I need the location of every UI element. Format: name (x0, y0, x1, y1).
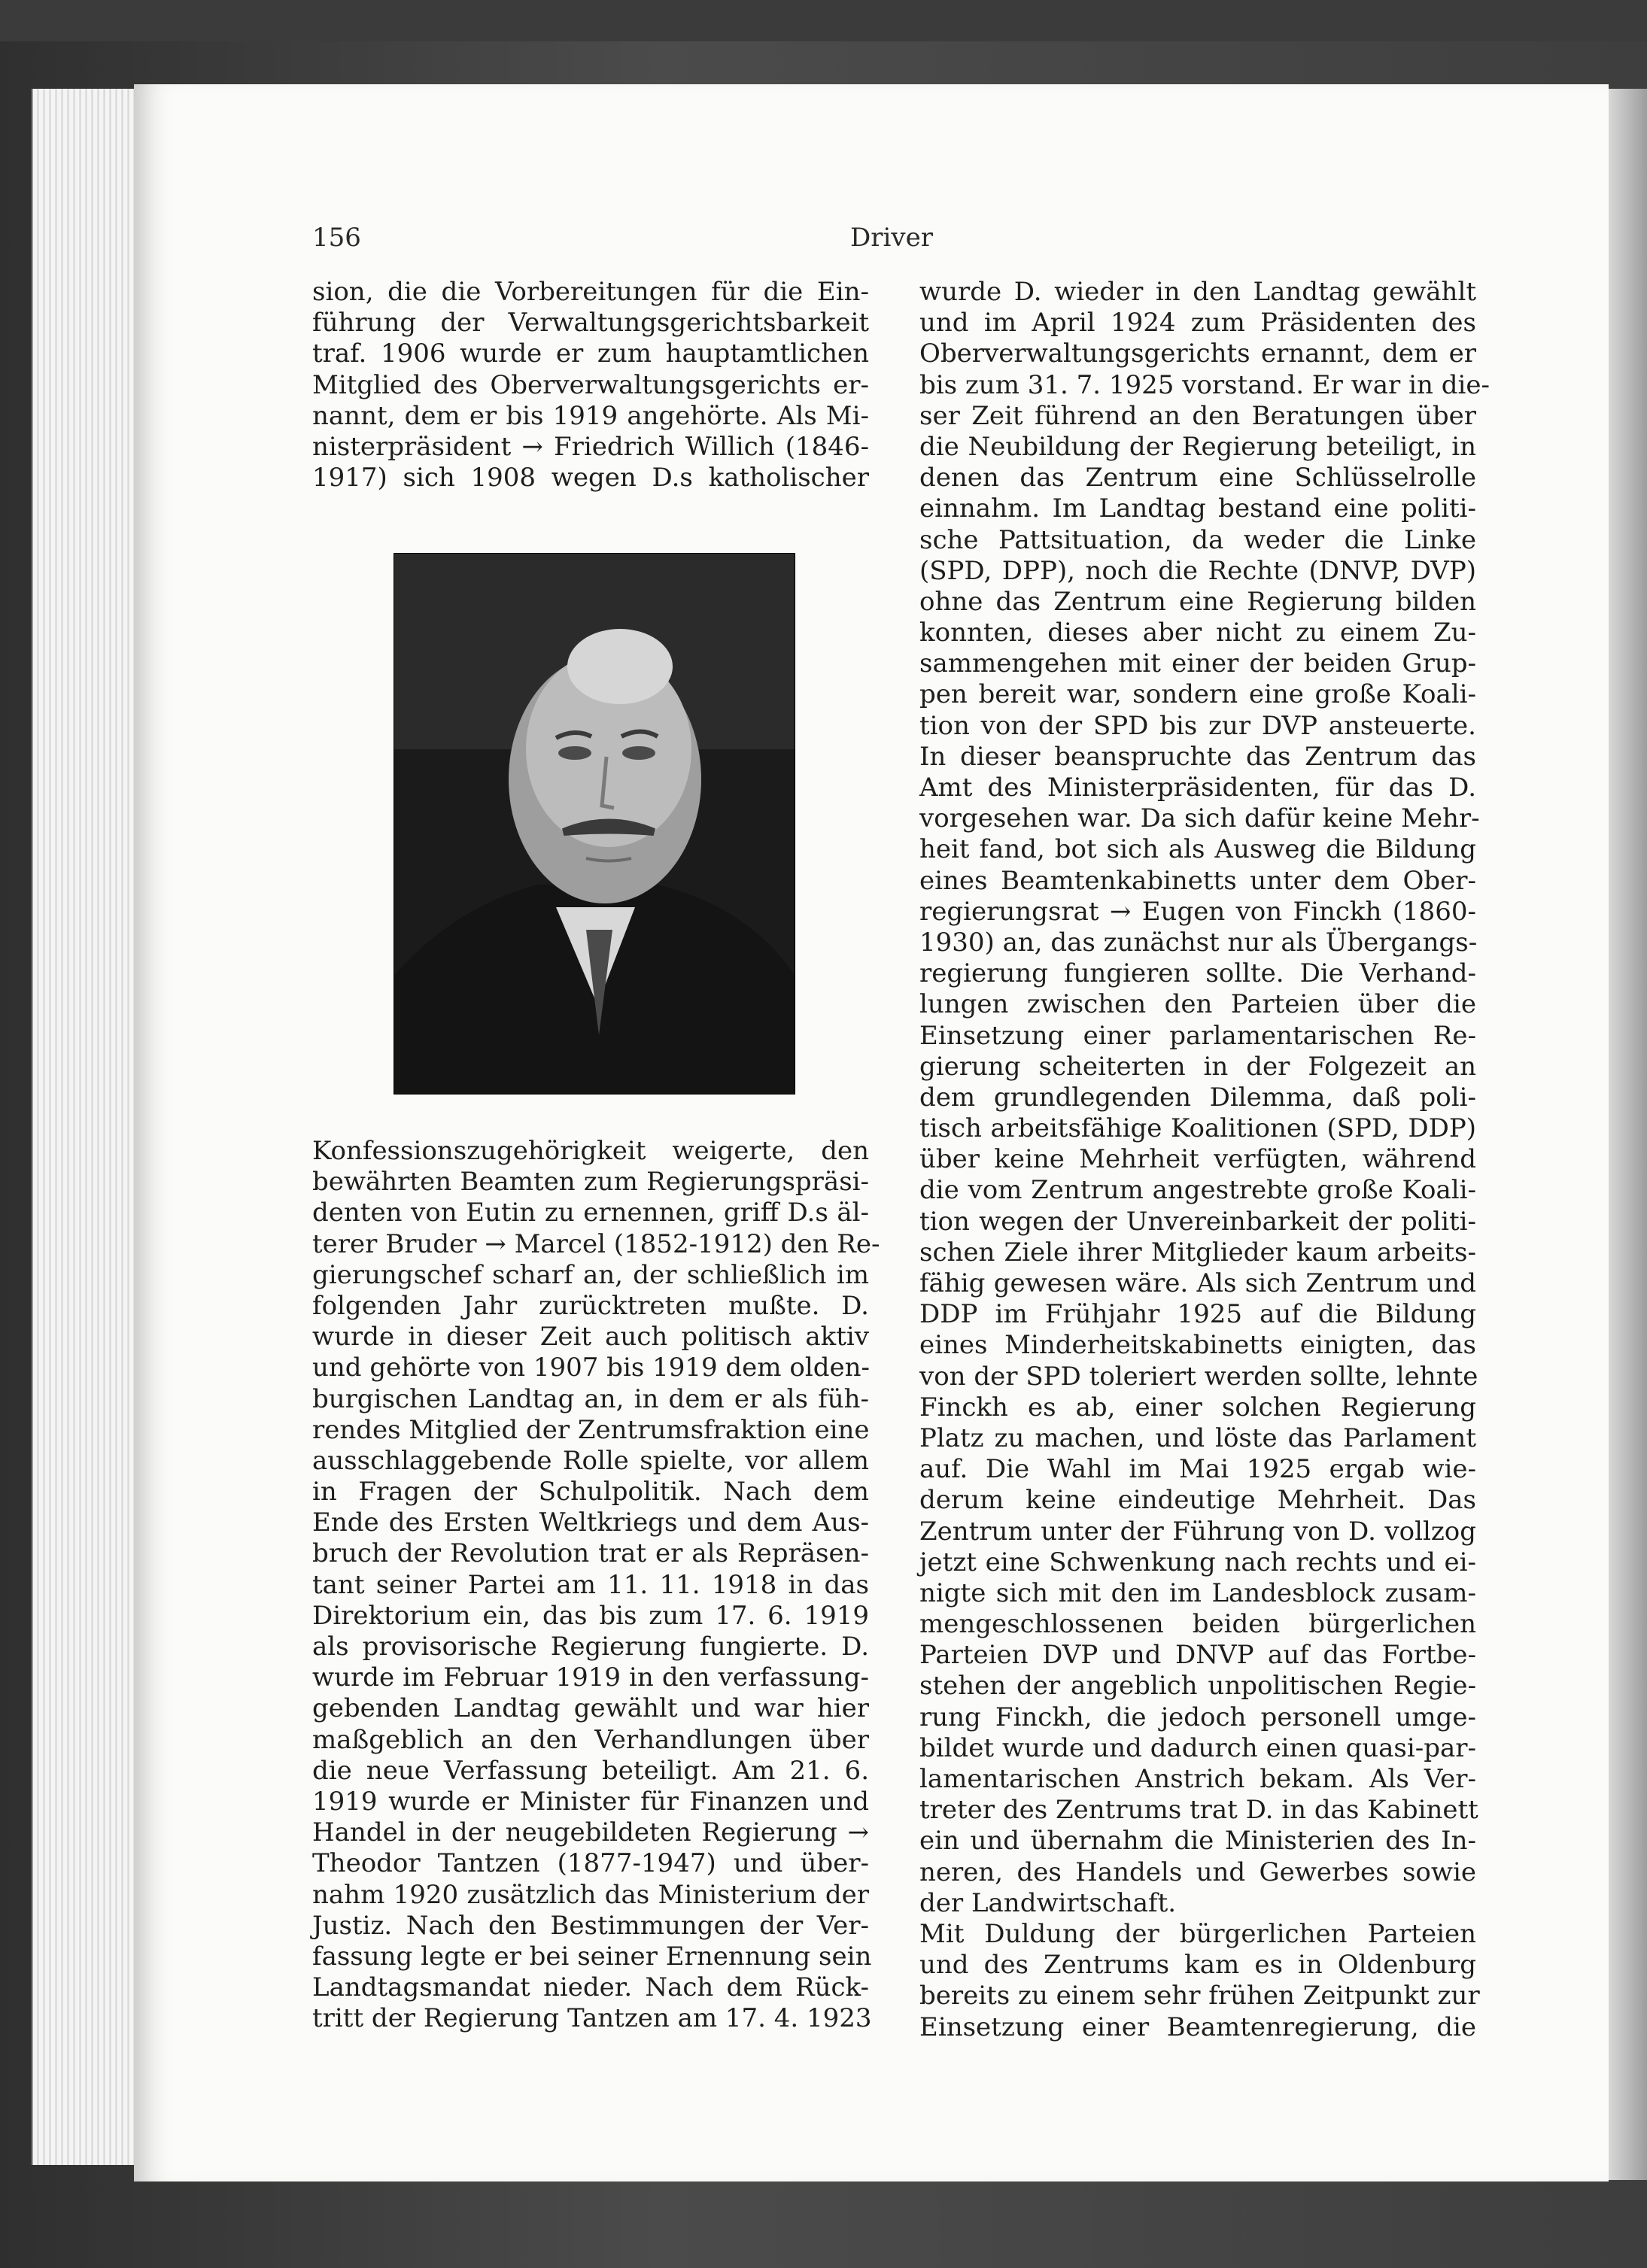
text-line: wurde in dieser Zeit auch politisch aktiv (312, 1322, 869, 1353)
facing-page-edge (1609, 89, 1647, 2180)
text-line: bewährten Beamten zum Regierungspräsi- (312, 1167, 869, 1198)
text-line: nahm 1920 zusätzlich das Ministerium der (312, 1879, 869, 1910)
text-line: bis zum 31. 7. 1925 vorstand. Er war in die- (919, 369, 1490, 400)
text-line: In dieser beanspruchte das Zentrum das (919, 741, 1476, 772)
text-line: nannt, dem er bis 1919 angehörte. Als Mi- (312, 400, 869, 431)
text-line: konnten, dieses aber nicht zu einem Zu- (919, 618, 1476, 648)
text-line: Landtagsmandat nieder. Nach dem Rück- (312, 1972, 869, 2003)
text-line: eines Beamtenkabinetts unter dem Ober- (919, 865, 1476, 896)
text-line: bildet wurde und dadurch einen quasi-par- (919, 1732, 1476, 1763)
text-line: tisch arbeitsfähige Koalitionen (SPD, DDP) (919, 1113, 1476, 1144)
text-line: gebenden Landtag gewählt und war hier (312, 1693, 869, 1724)
text-line: 1919 wurde er Minister für Finanzen und (312, 1786, 869, 1817)
text-line: sche Pattsituation, da weder die Linke (919, 524, 1476, 555)
text-line: die neue Verfassung beteiligt. Am 21. 6. (312, 1755, 869, 1786)
text-line: über keine Mehrheit verfügten, während (919, 1144, 1476, 1175)
text-line: Konfessionszugehörigkeit weigerte, den (312, 1136, 869, 1166)
text-line: vorgesehen war. Da sich dafür keine Mehr- (919, 803, 1480, 834)
text-line: dem grundlegenden Dilemma, daß poli- (919, 1082, 1476, 1113)
text-line: pen bereit war, sondern eine große Koali- (919, 679, 1476, 710)
text-line: terer Bruder → Marcel (1852-1912) den Re- (312, 1228, 880, 1259)
text-line: denten von Eutin zu ernennen, griff D.s äl- (312, 1198, 869, 1228)
text-line: regierung fungieren sollte. Die Verhand- (919, 958, 1476, 989)
left-column-top (312, 277, 869, 493)
text-line: gierung scheiterten in der Folgezeit an (919, 1051, 1476, 1082)
text-line: bereits zu einem sehr frühen Zeitpunkt zur (919, 1981, 1480, 2011)
text-line: bruch der Revolution trat er als Repräsen- (312, 1538, 869, 1569)
text-line: burgischen Landtag an, in dem er als füh- (312, 1383, 869, 1414)
text-line: die vom Zentrum angestrebte große Koali- (919, 1175, 1476, 1206)
text-line: nisterpräsident → Friedrich Willich (1846- (312, 431, 869, 462)
text-line: eines Minderheitskabinetts einigten, das (919, 1330, 1476, 1361)
text-line: neren, des Handels und Gewerbes sowie (919, 1857, 1476, 1887)
text-line: wurde D. wieder in den Landtag gewählt (919, 277, 1476, 307)
text-line: sion, die die Vorbereitungen für die Ein- (312, 277, 869, 307)
text-line: fassung legte er bei seiner Ernennung sein (312, 1941, 872, 1972)
text-line: ser Zeit führend an den Beratungen über (919, 400, 1476, 431)
page-number: 156 (312, 223, 361, 253)
text-line: Mit Duldung der bürgerlichen Parteien (919, 1918, 1476, 1949)
text-line: heit fand, bot sich als Ausweg die Bildung (919, 834, 1476, 865)
text-line: Ende des Ersten Weltkriegs und dem Aus- (312, 1507, 869, 1538)
text-line: Parteien DVP und DNVP auf das Fortbe- (919, 1640, 1476, 1671)
text-line: 1930) an, das zunächst nur als Übergangs- (919, 927, 1478, 958)
text-line: Mitglied des Oberverwaltungsgerichts er- (312, 369, 869, 400)
text-line: wurde im Februar 1919 in den verfassung- (312, 1662, 869, 1693)
text-line: und im April 1924 zum Präsidenten des (919, 308, 1476, 339)
text-line: ausschlaggebende Rolle spielte, vor allem (312, 1445, 869, 1476)
text-line: Handel in der neugebildeten Regierung → (312, 1817, 869, 1848)
text-line: die Neubildung der Regierung beteiligt, in (919, 431, 1476, 462)
text-line: folgenden Jahr zurücktreten mußte. D. (312, 1290, 869, 1321)
text-line: tant seiner Partei am 11. 11. 1918 in das (312, 1569, 869, 1600)
right-column (919, 277, 1490, 2043)
text-line: nigte sich mit den im Landesblock zusam- (919, 1577, 1476, 1608)
text-line: Platz zu machen, und löste das Parlament (919, 1422, 1476, 1453)
text-line: Einsetzung einer Beamtenregierung, die (919, 2011, 1476, 2042)
page-edges (32, 89, 138, 2165)
text-line: Zentrum unter der Führung von D. vollzog (919, 1516, 1476, 1547)
text-line: ohne das Zentrum eine Regierung bilden (919, 586, 1476, 617)
text-line: gierungschef scharf an, der schließlich im (312, 1259, 869, 1290)
text-line: Einsetzung einer parlamentarischen Re- (919, 1020, 1476, 1051)
portrait-illustration (394, 554, 795, 1094)
text-line: Justiz. Nach den Bestimmungen der Ver- (312, 1910, 869, 1941)
text-line: 1917) sich 1908 wegen D.s katholischer (312, 463, 869, 493)
text-line: einnahm. Im Landtag bestand eine politi- (919, 493, 1476, 524)
text-line: und des Zentrums kam es in Oldenburg (919, 1950, 1476, 1981)
text-line: und gehörte von 1907 bis 1919 dem olden- (312, 1353, 870, 1383)
text-line: tritt der Regierung Tantzen am 17. 4. 1923 (312, 2003, 872, 2034)
text-line: ein und übernahm die Ministerien des In- (919, 1826, 1476, 1857)
text-line: stehen der angeblich unpolitischen Regie- (919, 1671, 1476, 1702)
text-line: Amt des Ministerpräsidenten, für das D. (919, 773, 1476, 803)
text-line: der Landwirtschaft. (919, 1887, 1177, 1918)
text-line: regierungsrat → Eugen von Finckh (1860- (919, 896, 1476, 927)
text-line: fähig gewesen wäre. Als sich Zentrum und (919, 1268, 1476, 1298)
text-line: in Fragen der Schulpolitik. Nach dem (312, 1477, 869, 1507)
text-line: rung Finckh, die jedoch personell umge- (919, 1702, 1476, 1732)
text-line: DDP im Frühjahr 1925 auf die Bildung (919, 1299, 1476, 1330)
text-line: lungen zwischen den Parteien über die (919, 989, 1476, 1020)
text-line: tion wegen der Unvereinbarkeit der politi- (919, 1206, 1476, 1237)
text-line: maßgeblich an den Verhandlungen über (312, 1724, 869, 1755)
text-line: treter des Zentrums trat D. in das Kabinett (919, 1795, 1478, 1826)
text-line: (SPD, DPP), noch die Rechte (DNVP, DVP) (919, 555, 1476, 586)
text-line: tion von der SPD bis zur DVP ansteuerte. (919, 710, 1476, 741)
text-line: mengeschlossenen beiden bürgerlichen (919, 1609, 1476, 1640)
text-line: jetzt eine Schwenkung nach rechts und ei- (919, 1547, 1476, 1577)
left-column-bottom (312, 1136, 880, 2034)
text-line: auf. Die Wahl im Mai 1925 ergab wie- (919, 1454, 1476, 1485)
text-line: von der SPD toleriert werden sollte, lehnte (919, 1361, 1478, 1392)
text-line: rendes Mitglied der Zentrumsfraktion eine (312, 1414, 870, 1445)
text-line: denen das Zentrum eine Schlüsselrolle (919, 463, 1476, 493)
text-line: führung der Verwaltungsgerichtsbarkeit (312, 308, 869, 339)
text-line: sammengehen mit einer der beiden Grup- (919, 648, 1476, 679)
text-line: als provisorische Regierung fungierte. D. (312, 1632, 869, 1662)
text-line: Finckh es ab, einer solchen Regierung (919, 1392, 1476, 1422)
text-line: schen Ziele ihrer Mitglieder kaum arbeits- (919, 1237, 1476, 1268)
text-line: derum keine eindeutige Mehrheit. Das (919, 1485, 1476, 1516)
text-line: traf. 1906 wurde er zum hauptamtlichen (312, 339, 869, 369)
text-line: lamentarischen Anstrich bekam. Als Ver- (919, 1764, 1476, 1794)
running-title: Driver (850, 223, 933, 253)
text-line: Oberverwaltungsgerichts ernannt, dem er (919, 339, 1476, 369)
text-line: Direktorium ein, das bis zum 17. 6. 1919 (312, 1600, 869, 1631)
text-line: Theodor Tantzen (1877-1947) und über- (312, 1848, 869, 1879)
portrait-photo (394, 553, 795, 1095)
